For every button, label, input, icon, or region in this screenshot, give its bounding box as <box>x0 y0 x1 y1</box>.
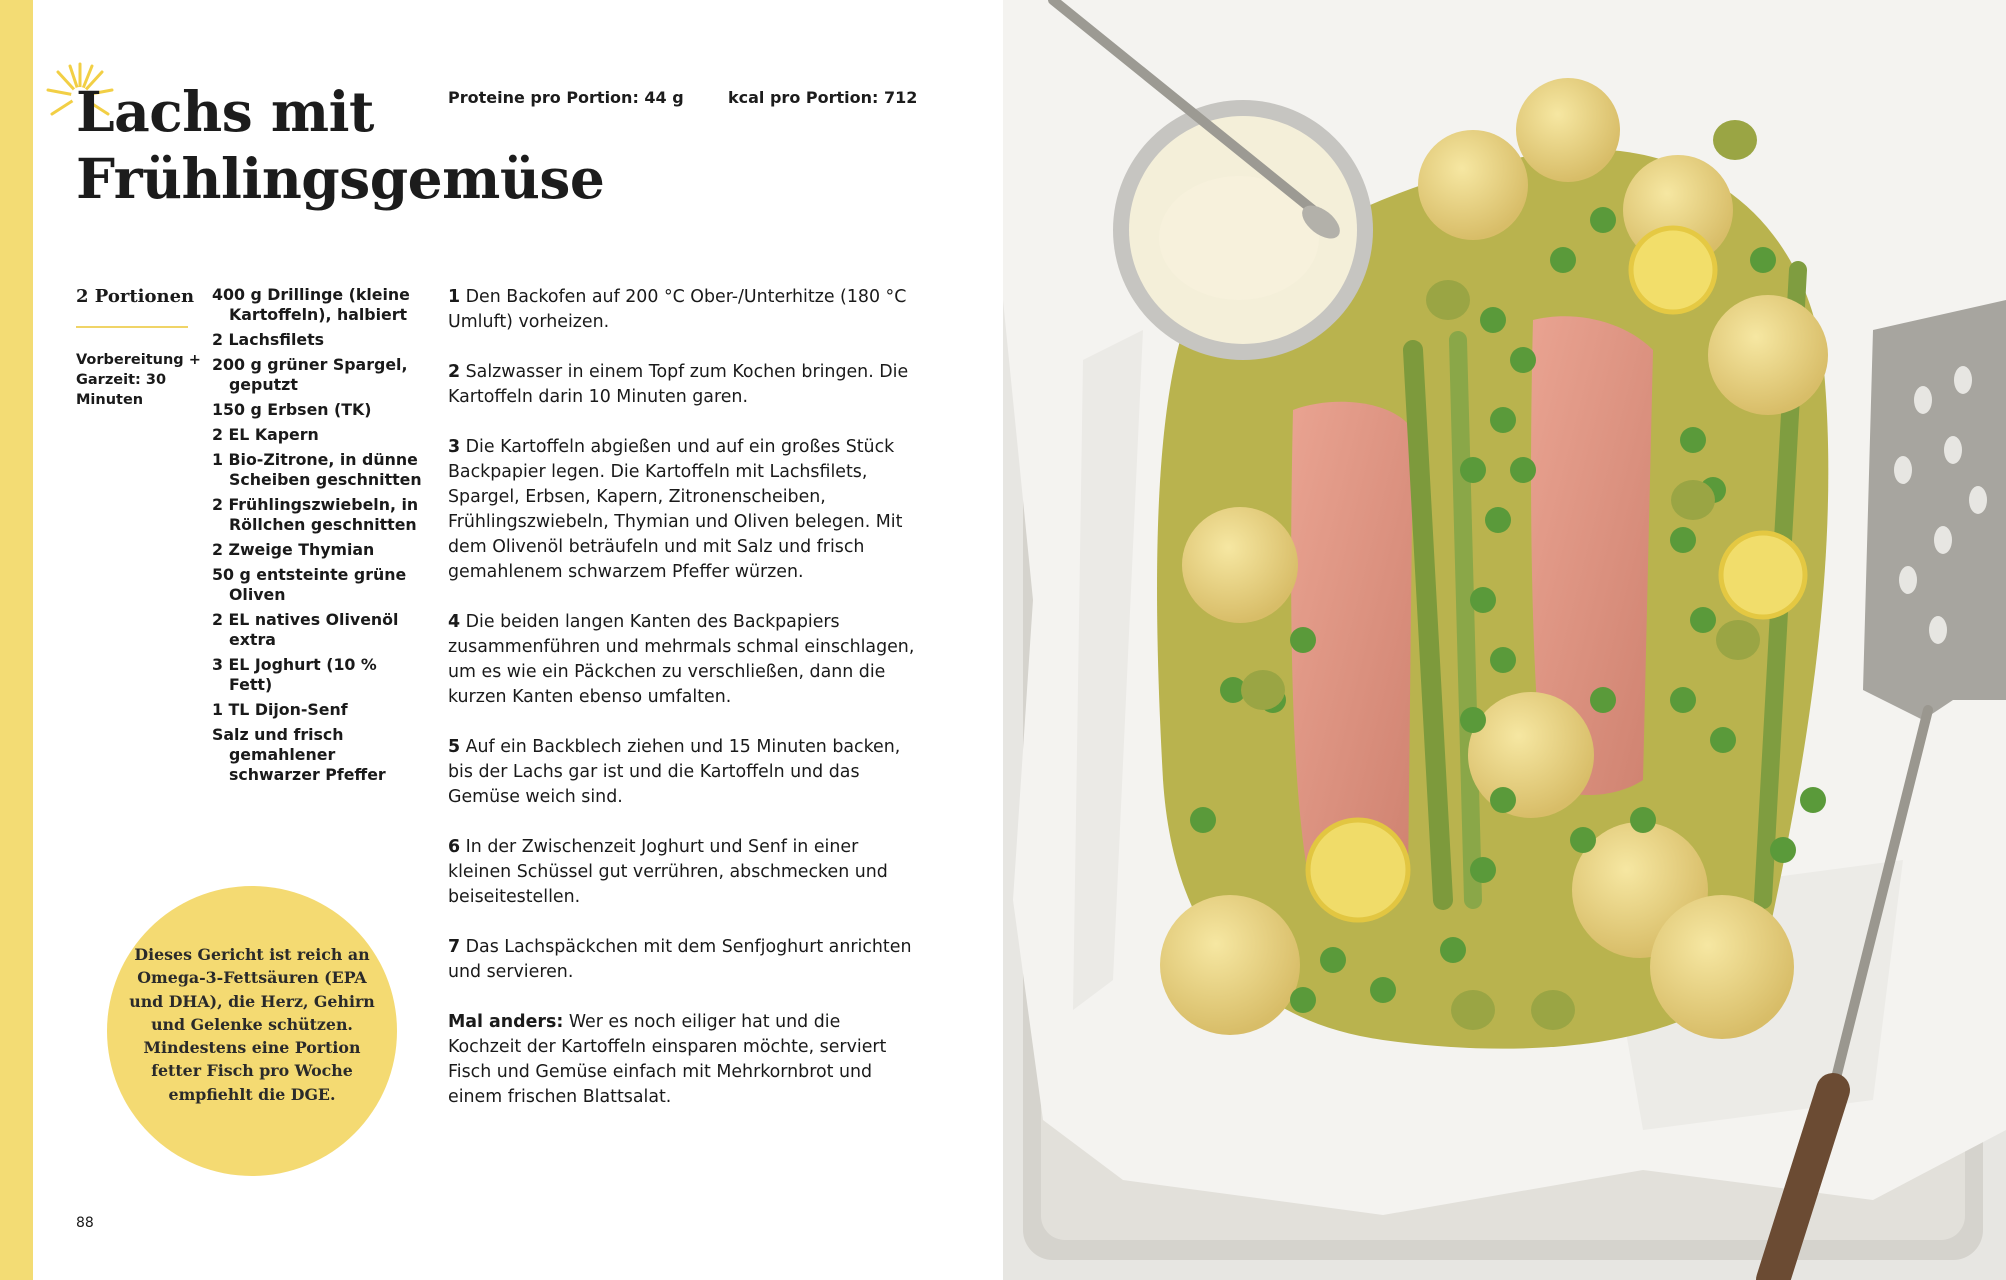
ingredient-list <box>212 285 422 790</box>
step-paragraph <box>448 835 918 910</box>
ingredient-item: 400 g Drillinge (kleine Kartoffeln), halbiert <box>212 285 410 324</box>
ingredient-item: 2 EL Kapern <box>212 425 319 444</box>
step-number: 2 <box>448 362 461 382</box>
step-paragraph <box>448 285 918 335</box>
step-paragraph <box>448 360 918 410</box>
ingredient-item: 2 Lachsfilets <box>212 330 325 349</box>
step-text: Den Backofen auf 200 °C Ober-/Unterhitze (180 °C Umluft) vorheizen. <box>448 287 907 332</box>
ingredient-item: 50 g entsteinte grüne Oliven <box>212 565 407 604</box>
step-number: 3 <box>448 437 461 457</box>
step-number: 7 <box>448 937 461 957</box>
ingredient-item: 1 Bio-Zitrone, in dünne Scheiben geschnitten <box>212 450 422 489</box>
servings-label: 2 Portionen <box>76 286 195 307</box>
step-text: Die Kartoffeln abgießen und auf ein großes Stück Backpapier legen. Die Kartoffeln mit Lachsfilets, Spargel, Erbsen, Kapern, Zitronenscheiben, Frühlingszwiebeln, Thymian und Oliven belegen. Mit dem Olivenöl beträufeln und mit Salz und frisch gemahlenem schwarzem Pfeffer würzen. <box>448 437 903 582</box>
step-number: 1 <box>448 287 461 307</box>
yellow-spine-bar <box>0 0 33 1280</box>
protein-info: Proteine pro Portion: 44 g <box>448 88 684 107</box>
instruction-steps <box>448 285 918 1135</box>
recipe-title-text: Lachs mit Frühlingsgemüse <box>76 79 605 211</box>
variation-label: Mal anders: <box>448 1012 564 1032</box>
ingredient-item: Salz und frisch gemahlener schwarzer Pfeffer <box>212 725 386 784</box>
step-number: 5 <box>448 737 461 757</box>
step-paragraph <box>448 735 918 810</box>
step-text: Auf ein Backblech ziehen und 15 Minuten backen, bis der Lachs gar ist und die Kartoffeln und das Gemüse weich sind. <box>448 737 901 807</box>
servings-divider <box>76 326 188 328</box>
step-number: 4 <box>448 612 461 632</box>
step-number: 6 <box>448 837 461 857</box>
variation-text: Wer es noch eiliger hat und die Kochzeit der Kartoffeln einsparen möchte, serviert Fisch und Gemüse einfach mit Mehrkornbrot und einem frischen Blattsalat. <box>448 1012 887 1107</box>
recipe-photo <box>1003 0 2006 1280</box>
step-text: Salzwasser in einem Topf zum Kochen bringen. Die Kartoffeln darin 10 Minuten garen. <box>448 362 909 407</box>
variation-paragraph <box>448 1010 918 1110</box>
ingredient-item: 2 EL natives Olivenöl extra <box>212 610 399 649</box>
kcal-info: kcal pro Portion: 712 <box>728 88 918 107</box>
ingredient-item: 150 g Erbsen (TK) <box>212 400 372 419</box>
ingredient-item: 200 g grüner Spargel, geputzt <box>212 355 408 394</box>
step-text: Die beiden langen Kanten des Backpapiers zusammenführen und mehrmals schmal einschlagen, um es wie ein Päckchen zu verschließen, dann die kurzen Kanten ebenso umfalten. <box>448 612 915 707</box>
prep-time: Vorbereitung + Garzeit: 30 Minuten <box>76 352 201 408</box>
step-paragraph <box>448 935 918 985</box>
ingredient-item: 2 Zweige Thymian <box>212 540 375 559</box>
step-paragraph <box>448 435 918 585</box>
step-text: Das Lachspäckchen mit dem Senfjoghurt anrichten und servieren. <box>448 937 912 982</box>
ingredient-item: 3 EL Joghurt (10 % Fett) <box>212 655 377 694</box>
nutrition-tip: Dieses Gericht ist reich an Omega-3-Fettsäuren (EPA und DHA), die Herz, Gehirn und Gelenke schützen. Mindestens eine Portion fetter Fisch pro Woche empfiehlt die DGE. <box>129 945 375 1104</box>
step-text: In der Zwischenzeit Joghurt und Senf in einer kleinen Schüssel gut verrühren, abschmecken und beiseitestellen. <box>448 837 888 907</box>
step-paragraph <box>448 610 918 710</box>
ingredient-item: 2 Frühlingszwiebeln, in Röllchen geschnitten <box>212 495 419 534</box>
page-number: 88 <box>76 1215 94 1231</box>
ingredient-item: 1 TL Dijon-Senf <box>212 700 348 719</box>
salmon-dish-illustration <box>1003 0 2006 1280</box>
